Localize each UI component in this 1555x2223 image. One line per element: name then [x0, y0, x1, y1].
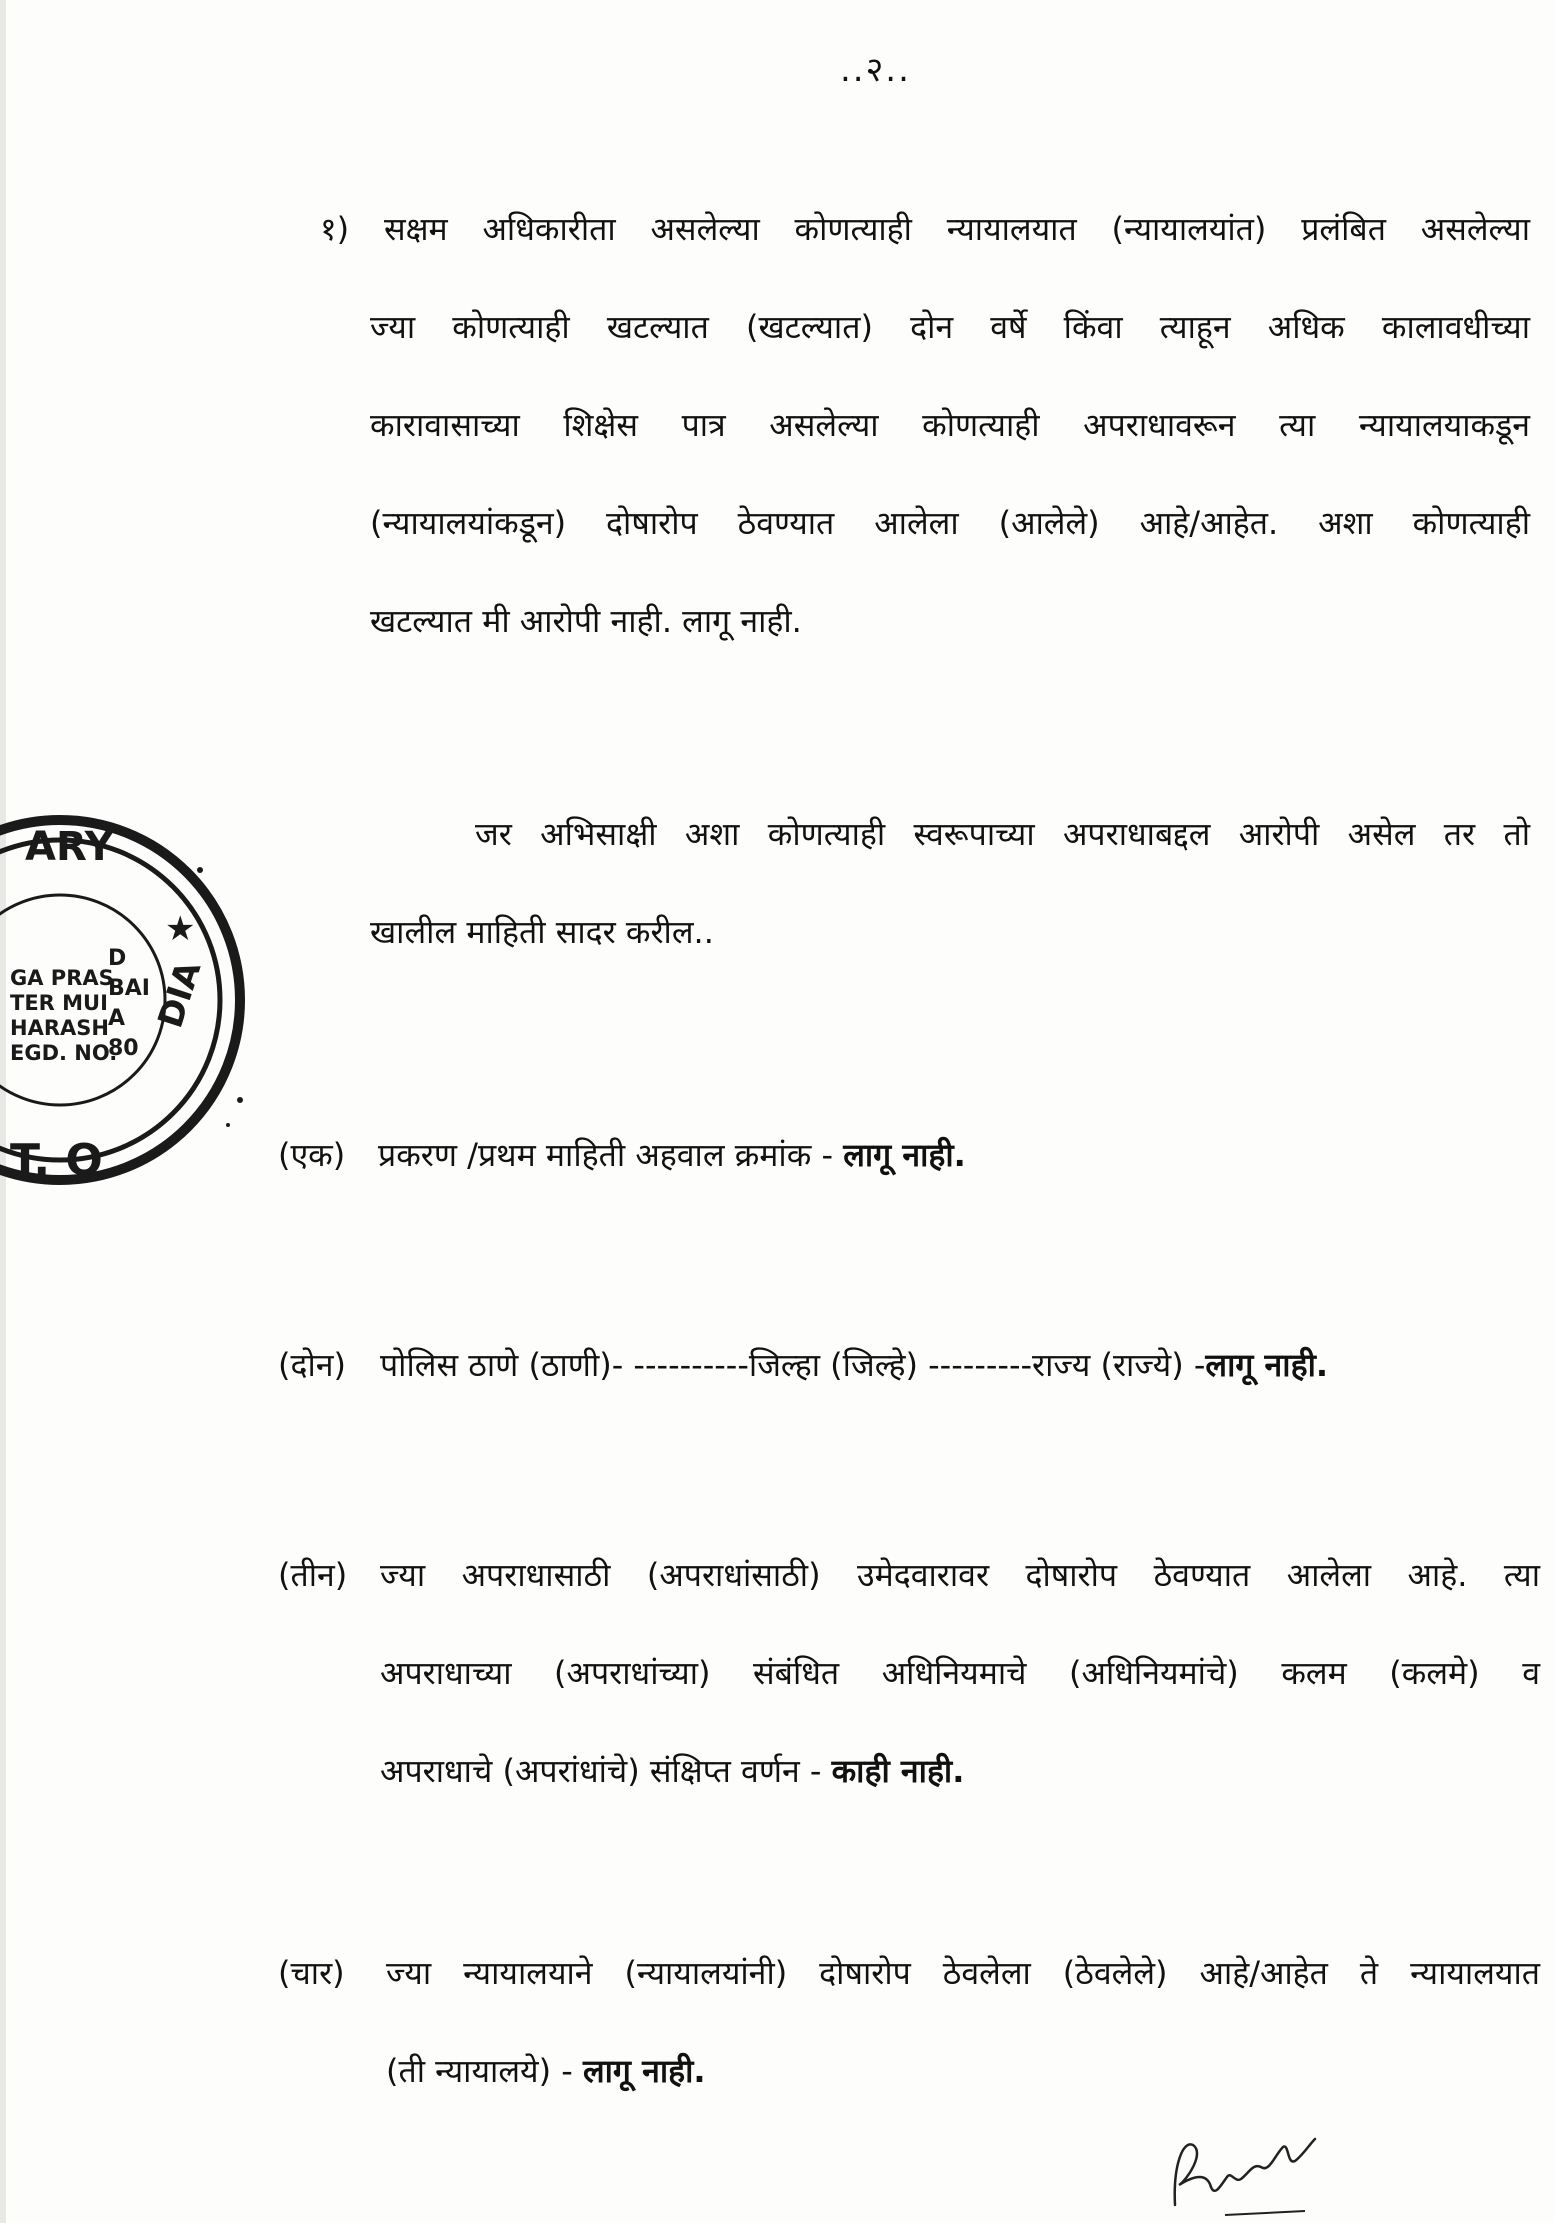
item-label: (तीन) — [278, 1556, 348, 1594]
item-label: (एक) — [278, 1136, 346, 1174]
item-label: (दोन) — [278, 1346, 347, 1384]
paragraph-2 — [370, 785, 1530, 981]
item-line: ज्या अपराधासाठी (अपराधांसाठी) उमेदवारावर दोषारोप ठेवण्यात आलेला आहे. त्या — [380, 1556, 1540, 1594]
seal-text-line: GA PRAS — [10, 966, 114, 990]
item-answer: लागू नाही. — [843, 1136, 966, 1174]
seal-side-letter: A — [108, 1006, 126, 1031]
paragraph-line: जर अभिसाक्षी अशा कोणत्याही स्वरूपाच्या अपराधाबद्दल आरोपी असेल तर तो — [475, 815, 1530, 853]
item-answer: लागू नाही. — [582, 2052, 706, 2090]
signature — [1165, 2125, 1345, 2220]
item-line: पोलिस ठाणे (ठाणी)- ----------जिल्हा (जिल्हे) ---------राज्य (राज्ये) -लागू नाही. — [380, 1346, 1329, 1384]
seal-side-letter: BAI — [108, 976, 150, 1001]
seal-text-line: TER MUI — [10, 991, 108, 1015]
notary-seal — [0, 780, 270, 1220]
item-label: (चार) — [278, 1954, 345, 1992]
paragraph-line: खटल्यात मी आरोपी नाही. लागू नाही. — [370, 602, 802, 640]
seal-bottom-text: T. O — [10, 1135, 103, 1186]
item-line: अपराधाचे (अपरांधांचे) संक्षिप्त वर्णन - काही नाही. — [380, 1752, 965, 1790]
paragraph-line: (न्यायालयांकडून) दोषारोप ठेवण्यात आलेला (आलेले) आहे/आहेत. अशा कोणत्याही — [370, 504, 1530, 542]
page-number: ..२.. — [840, 50, 911, 90]
seal-text-line: HARASH — [10, 1016, 109, 1040]
item-line: अपराधाच्या (अपराधांच्या) संबंधित अधिनियमाचे (अधिनियमांचे) कलम (कलमे) व — [380, 1654, 1540, 1692]
paragraph-1 — [320, 180, 1530, 670]
paragraph-line: कारावासाच्या शिक्षेस पात्र असलेल्या कोणत्याही अपराधावरून त्या न्यायालयाकडून — [370, 406, 1530, 444]
paragraph-number: १) — [320, 210, 350, 248]
seal-rim-text: ARY — [25, 824, 114, 870]
seal-side-letter: 80 — [108, 1036, 139, 1061]
item-line: प्रकरण /प्रथम माहिती अहवाल क्रमांक - लागू नाही. — [378, 1136, 966, 1174]
seal-right-text: DIA — [150, 956, 210, 1033]
item-line: ज्या न्यायालयाने (न्यायालयांनी) दोषारोप ठेवलेला (ठेवलेले) आहे/आहेत ते न्यायालयात — [386, 1954, 1540, 1992]
paragraph-line: खालील माहिती सादर करील.. — [370, 913, 714, 951]
item-line: (ती न्यायालये) - लागू नाही. — [386, 2052, 706, 2090]
svg-text:★: ★ — [165, 909, 196, 949]
seal-side-letter: D — [108, 946, 127, 971]
item-answer: काही नाही. — [831, 1752, 965, 1790]
paragraph-line: ज्या कोणत्याही खटल्यात (खटल्यात) दोन वर्षे किंवा त्याहून अधिक कालावधीच्या — [370, 308, 1530, 346]
item-answer: लागू नाही. — [1205, 1346, 1329, 1384]
paragraph-line: १) सक्षम अधिकारीता असलेल्या कोणत्याही न्यायालयात (न्यायालयांत) प्रलंबित असलेल्या — [320, 180, 1530, 278]
seal-text-line: EGD. NO. — [10, 1041, 118, 1065]
